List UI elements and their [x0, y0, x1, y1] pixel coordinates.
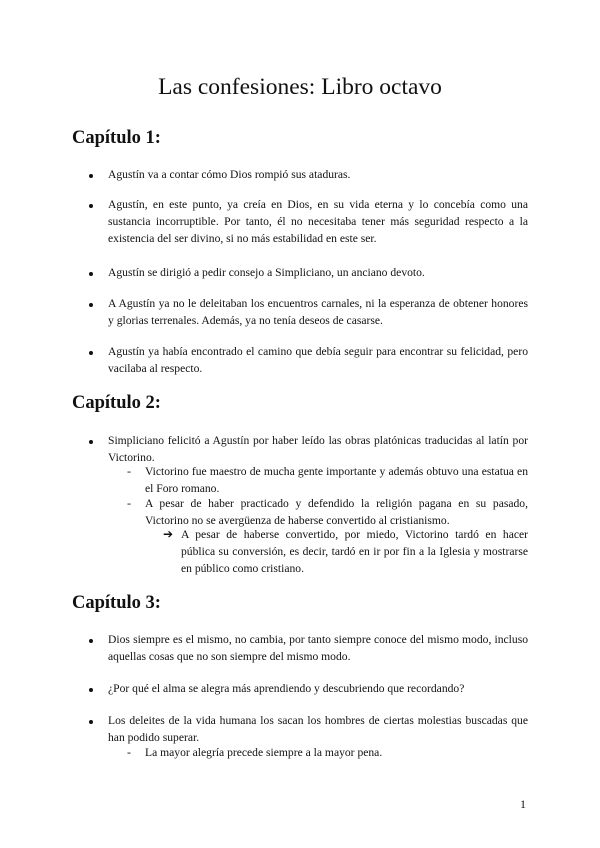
bullet-icon	[89, 720, 93, 724]
bullet-icon	[89, 688, 93, 692]
chapter-3-heading: Capítulo 3:	[72, 593, 161, 613]
chapter-1-heading: Capítulo 1:	[72, 128, 161, 148]
sub-list-item: A pesar de haber practicado y defendido la religión pagana en su pasado, Victorino no se avergüenza de haberse convertido al cristianismo.	[145, 497, 528, 527]
bullet-icon	[89, 440, 93, 444]
list-item: Agustín va a contar cómo Dios rompió sus ataduras.	[108, 168, 351, 181]
arrow-right-icon: ➔	[163, 527, 174, 541]
sub-list-item: La mayor alegría precede siempre a la mayor pena.	[145, 746, 383, 759]
bullet-icon	[89, 351, 93, 355]
dash-marker: -	[127, 745, 131, 759]
bullet-icon	[89, 174, 93, 178]
list-item: Simpliciano felicitó a Agustín por haber leído las obras platónicas traducidas al latín por Victorino.	[108, 434, 528, 464]
sub-sub-list-item: A pesar de haberse convertido, por miedo, Victorino tardó en hacer pública su conversión, es decir, tardó en ir por fin a la Iglesia y mostrarse en público como cristiano.	[181, 528, 528, 575]
list-item: Dios siempre es el mismo, no cambia, por tanto siempre conoce del mismo modo, incluso aquellas cosas que no son siempre del mismo modo.	[108, 633, 528, 663]
bullet-icon	[89, 204, 93, 208]
dash-marker: -	[127, 496, 131, 510]
bullet-icon	[89, 303, 93, 307]
dash-marker: -	[127, 464, 131, 478]
list-item: A Agustín ya no le deleitaban los encuentros carnales, ni la esperanza de obtener honores y glorias terrenales. Además, ya no tenía deseos de casarse.	[108, 297, 528, 327]
chapter-2-heading: Capítulo 2:	[72, 393, 161, 413]
sub-list-item: Victorino fue maestro de mucha gente importante y además obtuvo una estatua en el Foro romano.	[145, 465, 528, 495]
list-item: Agustín ya había encontrado el camino que debía seguir para encontrar su felicidad, pero vacilaba al respecto.	[108, 345, 528, 375]
page-title: Las confesiones: Libro octavo	[158, 74, 442, 100]
page-number: 1	[520, 797, 526, 811]
bullet-icon	[89, 272, 93, 276]
list-item: ¿Por qué el alma se alegra más aprendiendo y descubriendo que recordando?	[108, 682, 465, 695]
list-item: Agustín, en este punto, ya creía en Dios, en su vida eterna y lo concebía como una sustancia incorruptible. Por tanto, él no necesitaba tener más seguridad respecto a la existencia del ser divino, si no más estabilidad en este ser.	[108, 198, 528, 245]
list-item: Los deleites de la vida humana los sacan los hombres de ciertas molestias buscadas que han podido superar.	[108, 714, 528, 744]
list-item: Agustín se dirigió a pedir consejo a Simpliciano, un anciano devoto.	[108, 266, 425, 279]
bullet-icon	[89, 639, 93, 643]
